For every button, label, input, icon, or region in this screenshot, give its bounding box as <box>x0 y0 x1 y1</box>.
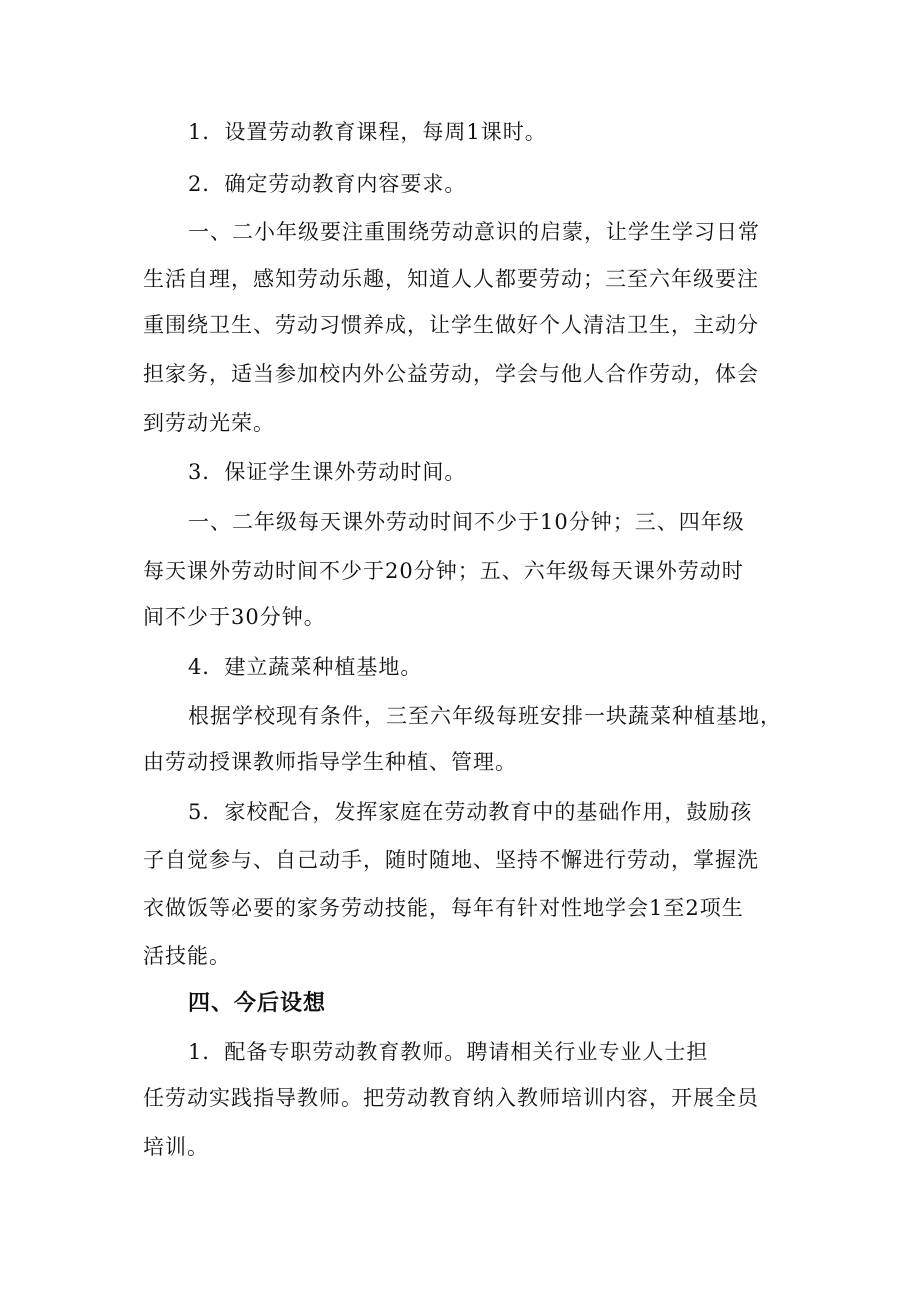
paragraph-line: 一、二年级每天课外劳动时间不少于10分钟；三、四年级 <box>188 510 745 534</box>
paragraph-line: 到劳动光荣。 <box>143 411 275 435</box>
section-heading: 四、今后设想 <box>188 991 327 1016</box>
item-1-course: 1．设置劳动教育课程，每周1课时。 <box>188 120 547 144</box>
paragraph-line: 由劳动授课教师指导学生种植、管理。 <box>143 750 517 774</box>
paragraph-line: 每天课外劳动时间不少于20分钟；五、六年级每天课外劳动时 <box>143 559 744 583</box>
paragraph-line: 生活自理，感知劳动乐趣，知道人人都要劳动；三至六年级要注 <box>143 267 759 291</box>
item-3-time: 3．保证学生课外劳动时间。 <box>188 460 467 484</box>
paragraph-line: 活技能。 <box>143 944 231 968</box>
paragraph-line: 1．配备专职劳动教育教师。聘请相关行业专业人士担 <box>188 1040 709 1064</box>
paragraph-line: 担家务，适当参加校内外公益劳动，学会与他人合作劳动，体会 <box>143 362 759 386</box>
paragraph-line: 任劳动实践指导教师。把劳动教育纳入教师培训内容，开展全员 <box>143 1086 759 1110</box>
item-4-garden: 4．建立蔬菜种植基地。 <box>188 655 423 679</box>
paragraph-line: 培训。 <box>143 1135 209 1159</box>
paragraph-line: 根据学校现有条件，三至六年级每班安排一块蔬菜种植基地， <box>188 704 782 728</box>
paragraph-line: 衣做饭等必要的家务劳动技能，每年有针对性地学会1至2项生 <box>143 896 744 920</box>
item-5-home-school: 5．家校配合，发挥家庭在劳动教育中的基础作用，鼓励孩 <box>188 800 753 824</box>
paragraph-line: 间不少于30分钟。 <box>143 605 326 629</box>
paragraph-line: 重围绕卫生、劳动习惯养成，让学生做好个人清洁卫生，主动分 <box>143 313 759 337</box>
item-2-content: 2．确定劳动教育内容要求。 <box>188 172 467 196</box>
paragraph-line: 子自觉参与、自己动手，随时随地、坚持不懈进行劳动，掌握洗 <box>143 848 759 872</box>
paragraph-line: 一、二小年级要注重围绕劳动意识的启蒙，让学生学习日常 <box>188 220 760 244</box>
